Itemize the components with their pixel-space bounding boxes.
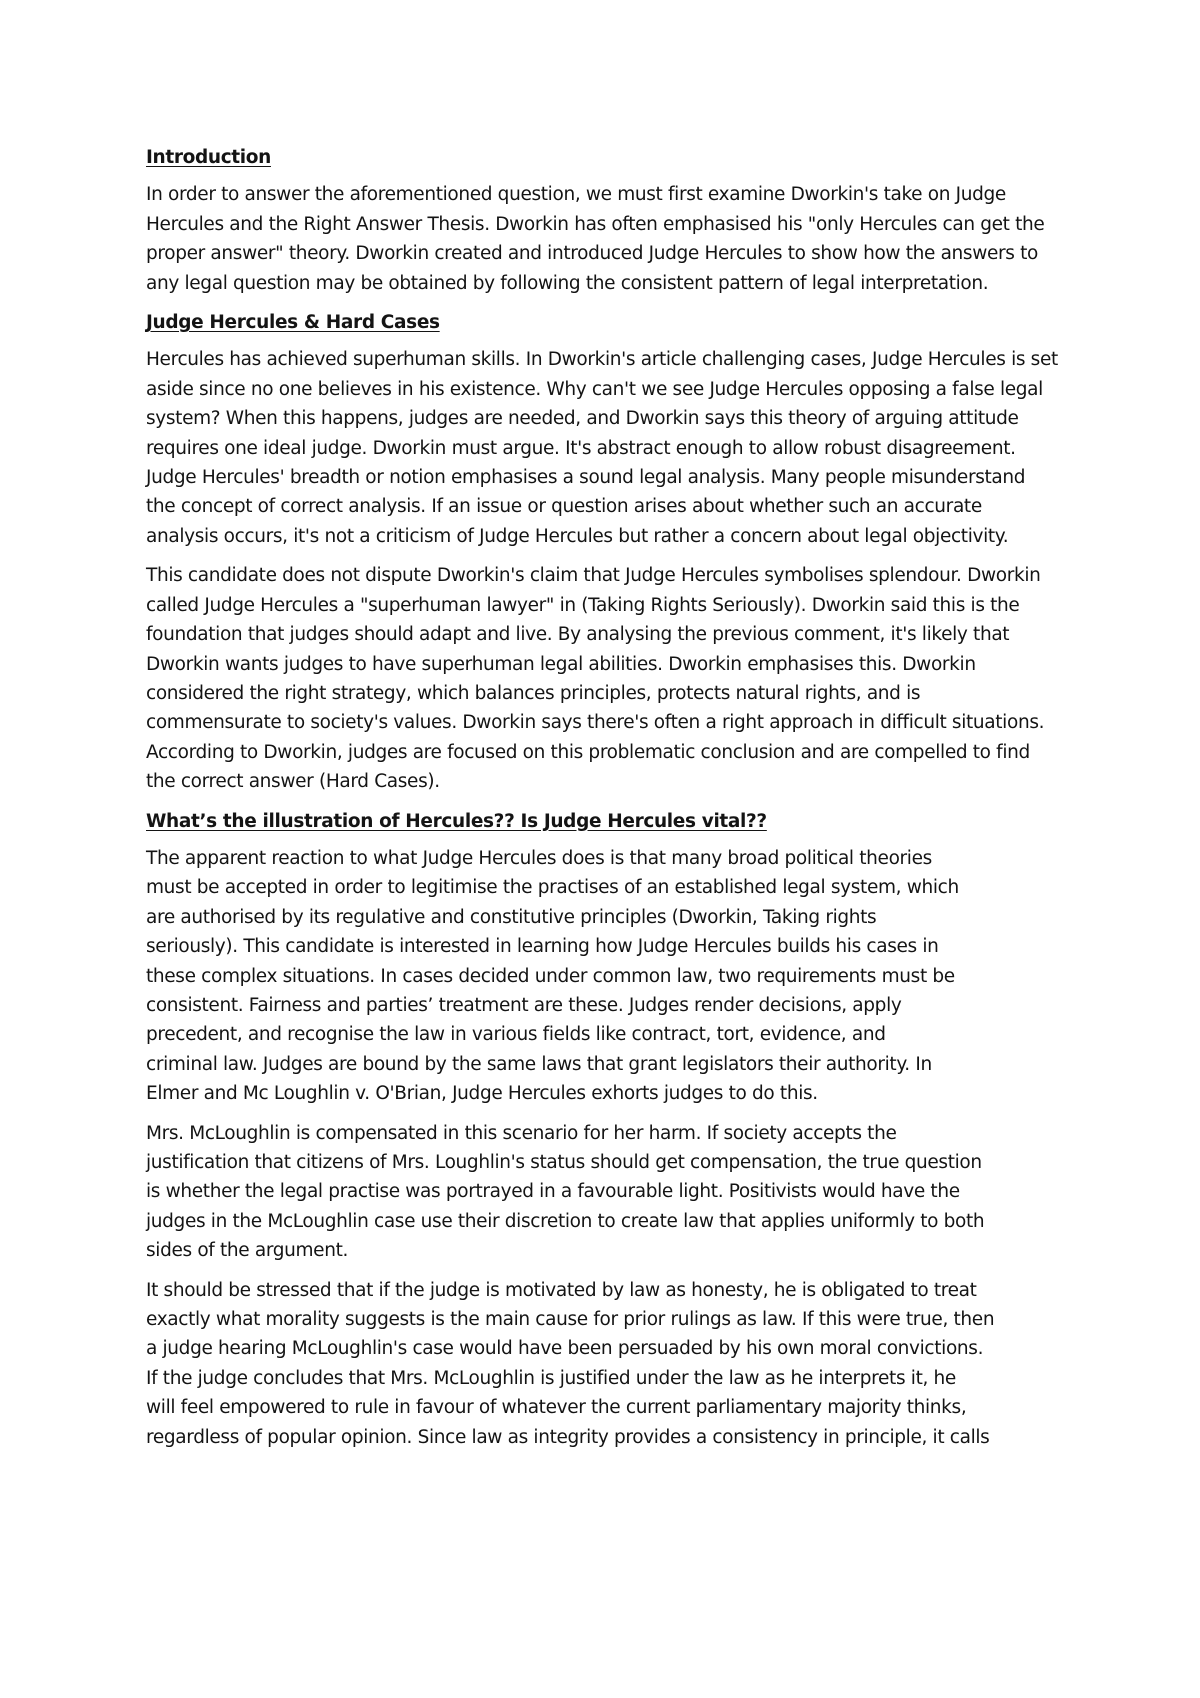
section-introduction (146, 143, 1080, 298)
paragraph: In order to answer the aforementioned question, we must first examine Dworkin's take on Judge Hercules and the Right Answer Thesis. Dworkin has often emphasised his "only Hercules can get the proper answer" theory. Dworkin created and introduced Judge Hercules to show how the answers to any legal question may be obtained by following the consistent pattern of legal interpretation. (146, 184, 1045, 294)
section-heading: Introduction (146, 147, 271, 168)
paragraph: This candidate does not dispute Dworkin's claim that Judge Hercules symbolises splendour. Dworkin called Judge Hercules a "superhuman lawyer" in (Taking Rights Seriously). Dworkin said this is the foundation that judges should adapt and live. By analysing the previous comment, it's likely that Dworkin wants judges to have superhuman legal abilities. Dworkin emphasises this. Dworkin considered the right strategy, which balances principles, protects natural rights, and is commensurate to society's values. Dworkin says there's often a right approach in difficult situations. According to Dworkin, judges are focused on this problematic conclusion and are compelled to find the correct answer (Hard Cases). (146, 565, 1045, 793)
section-judge-hercules-hard-cases (146, 308, 1080, 797)
section-heading: What’s the illustration of Hercules?? Is Judge Hercules vital?? (146, 810, 767, 832)
section-heading: Judge Hercules & Hard Cases (146, 312, 440, 334)
paragraph: Mrs. McLoughlin is compensated in this scenario for her harm. If society accepts the justification that citizens of Mrs. Loughlin's status should get compensation, the true question is whether the legal practise was portrayed in a favourable light. Positivists would have the judges in the McLoughlin case use their discretion to create law that applies uniformly to both sides of the argument. (146, 1122, 985, 1262)
paragraph: The apparent reaction to what Judge Hercules does is that many broad political theories must be accepted in order to legitimise the practises of an established legal system, which are authorised by its regulative and constitutive principles (Dworkin, Taking rights seriously). This candidate is interested in learning how Judge Hercules builds his cases in these complex situations. In cases decided under common law, two requirements must be consistent. Fairness and parties’ treatment are these. Judges render decisions, apply precedent, and recognise the law in various fields like contract, tort, evidence, and criminal law. Judges are bound by the same laws that grant legislators their authority. In Elmer and Mc Loughlin v. O'Brian, Judge Hercules exhorts judges to do this. (146, 847, 959, 1105)
paragraph: Hercules has achieved superhuman skills. In Dworkin's article challenging cases, Judge Hercules is set aside since no one believes in his existence. Why can't we see Judge Hercules opposing a false legal system? When this happens, judges are needed, and Dworkin says this theory of arguing attitude requires one ideal judge. Dworkin must argue. It's abstract enough to allow robust disagreement. Judge Hercules' breadth or notion emphasises a sound legal analysis. Many people misunderstand the concept of correct analysis. If an issue or question arises about whether such an accurate analysis occurs, it's not a criticism of Judge Hercules but rather a concern about legal objectivity. (146, 349, 1058, 547)
paragraph: It should be stressed that if the judge is motivated by law as honesty, he is obligated to treat exactly what morality suggests is the main cause for prior rulings as law. If this were true, then a judge hearing McLoughlin's case would have been persuaded by his own moral convictions. If the judge concludes that Mrs. McLoughlin is justified under the law as he interprets it, he will feel empowered to rule in favour of whatever the current parliamentary majority thinks, regardless of popular opinion. Since law as integrity provides a consistency in principle, it calls (146, 1279, 995, 1448)
section-illustration-of-hercules (146, 807, 1080, 1453)
